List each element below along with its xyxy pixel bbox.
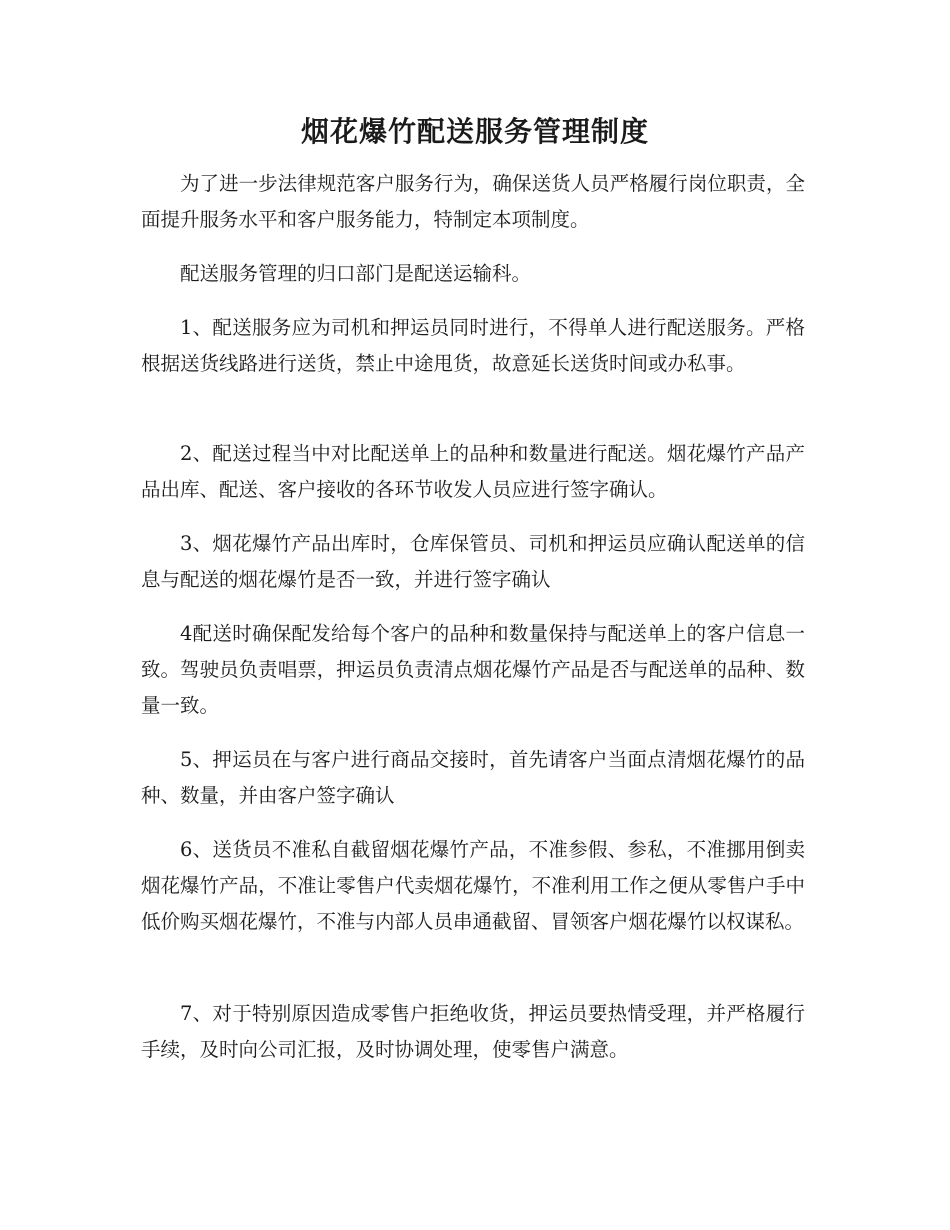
paragraph-rule-6: 6、送货员不准私自截留烟花爆竹产品，不准参假、参私，不准挪用倒卖烟花爆竹产品，不准让零售户代卖烟花爆竹，不准利用工作之便从零售户手中低价购买烟花爆竹，不准与内部人员串通截留、冒领客户烟花爆竹以权谋私。 xyxy=(141,838,805,933)
paragraph-rule-2: 2、配送过程当中对比配送单上的品种和数量进行配送。烟花爆竹产品产品出库、配送、客户接收的各环节收发人员应进行签字确认。 xyxy=(141,442,805,501)
paragraph-rule-7: 7、对于特别原因造成零售户拒绝收货，押运员要热情受理，并严格履行手续，及时向公司汇报，及时协调处理，使零售户满意。 xyxy=(141,1002,805,1061)
paragraph-rule-3: 3、烟花爆竹产品出库时，仓库保管员、司机和押运员应确认配送单的信息与配送的烟花爆竹是否一致，并进行签字确认 xyxy=(141,532,805,591)
document-title: 烟花爆竹配送服务管理制度 xyxy=(300,115,649,148)
paragraph-intro: 为了进一步法律规范客户服务行为，确保送货人员严格履行岗位职责，全面提升服务水平和客户服务能力，特制定本项制度。 xyxy=(141,172,805,231)
paragraph-rule-5: 5、押运员在与客户进行商品交接时，首先请客户当面点清烟花爆竹的品种、数量，并由客户签字确认 xyxy=(141,748,805,807)
paragraph-rule-1: 1、配送服务应为司机和押运员同时进行，不得单人进行配送服务。严格根据送货线路进行送货，禁止中途甩货，故意延长送货时间或办私事。 xyxy=(141,316,805,375)
paragraph-department: 配送服务管理的归口部门是配送运输科。 xyxy=(180,262,532,285)
paragraph-rule-4: 4配送时确保配发给每个客户的品种和数量保持与配送单上的客户信息一致。驾驶员负责唱票，押运员负责清点烟花爆竹产品是否与配送单的品种、数量一致。 xyxy=(141,622,805,717)
